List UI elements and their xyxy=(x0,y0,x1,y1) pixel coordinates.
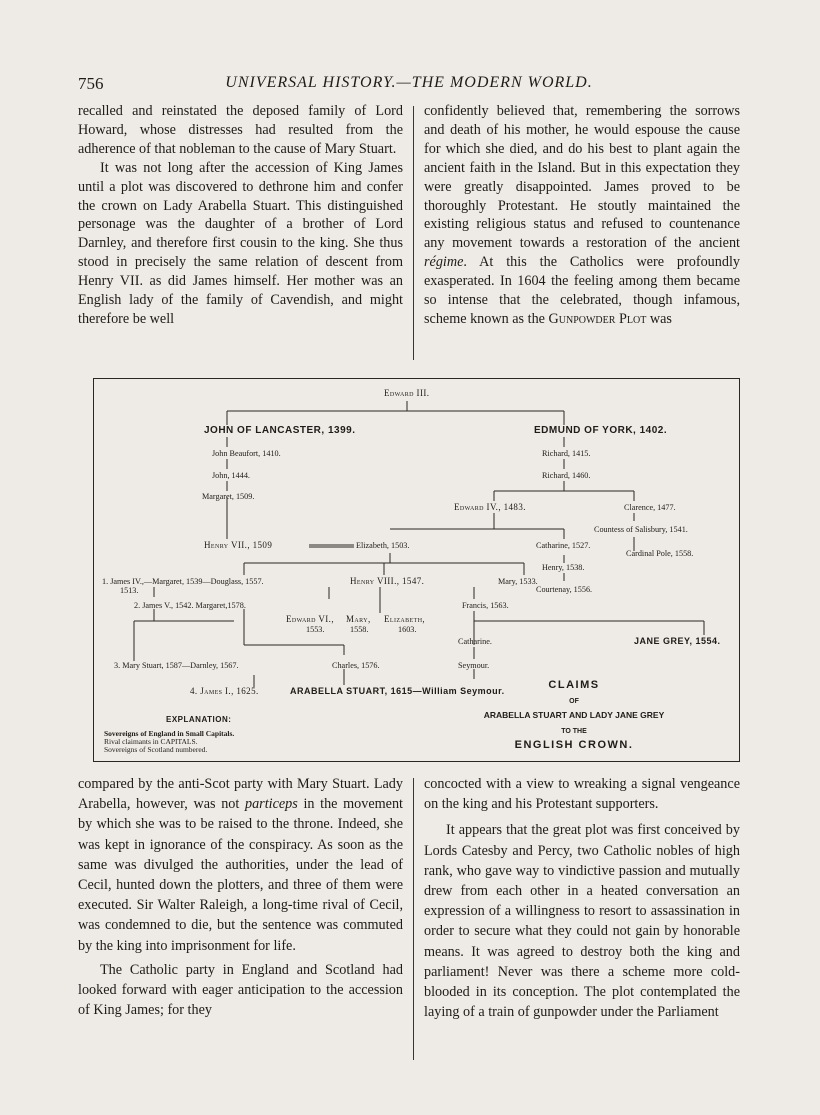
margaret-1509: Margaret, 1509. xyxy=(202,492,255,501)
cardinal-pole: Cardinal Pole, 1558. xyxy=(626,549,694,558)
column-rule xyxy=(413,778,414,1060)
james-iv-line: 1. James IV.,—Margaret, 1539—Douglass, 1557. xyxy=(102,577,264,586)
page-number: 756 xyxy=(78,74,104,93)
edmund-of-york: EDMUND OF YORK, 1402. xyxy=(534,425,668,436)
italic-term: particeps xyxy=(244,796,298,813)
henry-1538: Henry, 1538. xyxy=(542,563,585,572)
john-1444: John, 1444. xyxy=(212,471,250,480)
edward-iii: Edward III. xyxy=(384,388,430,398)
jane-grey: JANE GREY, 1554. xyxy=(634,636,721,646)
plot-name: Gunpowder Plot xyxy=(548,310,647,327)
elizabeth-queen: Elizabeth, xyxy=(384,614,426,624)
text-run: . At this the Catholics were profoundly exasperated. In 1604 the feeling among them became so intense that the celebrated, though infamous, scheme known as the xyxy=(424,254,740,327)
john-of-lancaster: JOHN OF LANCASTER, 1399. xyxy=(204,425,356,436)
caption-english-crown: ENGLISH CROWN. xyxy=(514,739,634,751)
paragraph: recalled and reinstated the deposed family of Lord Howard, whose distresses had resulted from the adherence of that nobleman to the cause of Mary Stuart. xyxy=(78,103,403,157)
john-beaufort: John Beaufort, 1410. xyxy=(212,449,281,458)
bottom-column-left xyxy=(78,774,403,1020)
text-run: in the movement by which she was to be raised to the throne. Indeed, she was kept in ignorance of the conspiracy. As soon as the same was divulged the authorities, under the lead of Cecil, hunted down the plotters, and three of them were executed. Sir Walter Raleigh, a long-time rival of Cecil, was condemned to die, but the sentence was commuted by the king into imprisonment for life. xyxy=(78,796,403,954)
seymour: Seymour. xyxy=(458,661,490,670)
james-iv-year: 1513. xyxy=(120,586,139,595)
edward-vi: Edward VI., xyxy=(286,614,334,624)
catharine: Catharine. xyxy=(458,637,492,646)
caption-to-the: TO THE xyxy=(561,728,587,735)
henry-vii: Henry VII., 1509 xyxy=(204,540,273,550)
francis-1563: Francis, 1563. xyxy=(462,601,509,610)
caption-subjects: ARABELLA STUART AND LADY JANE GREY xyxy=(483,710,665,720)
bottom-column-right xyxy=(424,774,740,1022)
mary-queen: Mary, xyxy=(346,614,371,624)
text-run: was xyxy=(646,310,672,327)
catharine-1527: Catharine, 1527. xyxy=(536,541,591,550)
genealogy-chart xyxy=(93,378,740,762)
paragraph xyxy=(424,102,740,329)
explanation-line-3: Sovereigns of Scotland numbered. xyxy=(104,745,208,754)
column-rule xyxy=(413,106,414,360)
clarence: Clarence, 1477. xyxy=(624,503,676,512)
elizabeth-1503: Elizabeth, 1503. xyxy=(356,541,410,550)
mary-stuart-line: 3. Mary Stuart, 1587—Darnley, 1567. xyxy=(114,661,239,670)
caption-claims: CLAIMS xyxy=(548,679,600,691)
italic-term: régime xyxy=(424,254,464,271)
top-column-right xyxy=(424,102,740,329)
paragraph: The Catholic party in England and Scotland had looked forward with eager anticipation to the accession of King James; for they xyxy=(78,961,403,1019)
courtenay: Courtenay, 1556. xyxy=(536,585,593,594)
henry-viii: Henry VIII., 1547. xyxy=(350,576,425,586)
charles-1576: Charles, 1576. xyxy=(332,661,380,670)
running-title: UNIVERSAL HISTORY.—THE MODERN WORLD. xyxy=(225,74,593,91)
text-run: confidently believed that, remembering the sorrows and death of his mother, he would espouse the cause for which she died, and do his best to plant again the ancient faith in the Island. But in this expectation they were greatly disappointed. James proved to be thoroughly Protestant. He stoutly maintained the existing religious status and refused to countenance any movement towards a restoration of the ancient xyxy=(424,103,740,252)
top-column-left xyxy=(78,102,403,329)
james-i: 4. James I., 1625. xyxy=(190,686,259,696)
paragraph xyxy=(78,774,403,956)
paragraph: It appears that the great plot was first conceived by Lords Catesby and Percy, two Catholic nobles of high rank, who gave way to vindictive passion and mutually drew from each other in a heated conversation an expression of a willingness to resort to assassination in order to secure what they could not gain by honorable means. It was agreed to destroy both the king and parliament! Never was there a scheme more cold-blooded in its conception. The plot contemplated the laying of a train of gunpowder under the Parliament xyxy=(424,822,740,1021)
year-1553: 1553. xyxy=(306,625,325,634)
year-1603: 1603. xyxy=(398,625,417,634)
richard-1460: Richard, 1460. xyxy=(542,471,591,480)
arabella-stuart: ARABELLA STUART, 1615—William Seymour. xyxy=(290,686,505,696)
caption-of: OF xyxy=(569,698,579,705)
explanation-line-1: Sovereigns of England in Small Capitals. xyxy=(104,729,235,738)
explanation-heading: EXPLANATION: xyxy=(166,715,232,724)
page-header xyxy=(78,74,740,96)
james-v-line: 2. James V., 1542. Margaret,1578. xyxy=(134,601,246,610)
paragraph: It was not long after the accession of King James until a plot was discovered to dethrone him and confer the crown on Lady Arabella Stuart. This distinguished personage was the daughter of a brother of Lord Darnley, and therefore first cousin to the king. She thus stood in precisely the same relation of descent from Henry VII. as did James himself. Her mother was an English lady of the family of Cavendish, and might therefore be well xyxy=(78,159,403,327)
mary-1533: Mary, 1533. xyxy=(498,577,538,586)
countess-of-salisbury: Countess of Salisbury, 1541. xyxy=(594,525,688,534)
year-1558: 1558. xyxy=(350,625,369,634)
text-run: compared by the anti-Scot party with Mary Stuart. Lady Arabella, however, was not xyxy=(78,776,403,813)
edward-iv: Edward IV., 1483. xyxy=(454,502,526,512)
paragraph: concocted with a view to wreaking a signal vengeance on the king and his Protestant supporters. xyxy=(424,776,740,813)
richard-1415: Richard, 1415. xyxy=(542,449,591,458)
explanation-line-2: Rival claimants in CAPITALS. xyxy=(104,737,198,746)
